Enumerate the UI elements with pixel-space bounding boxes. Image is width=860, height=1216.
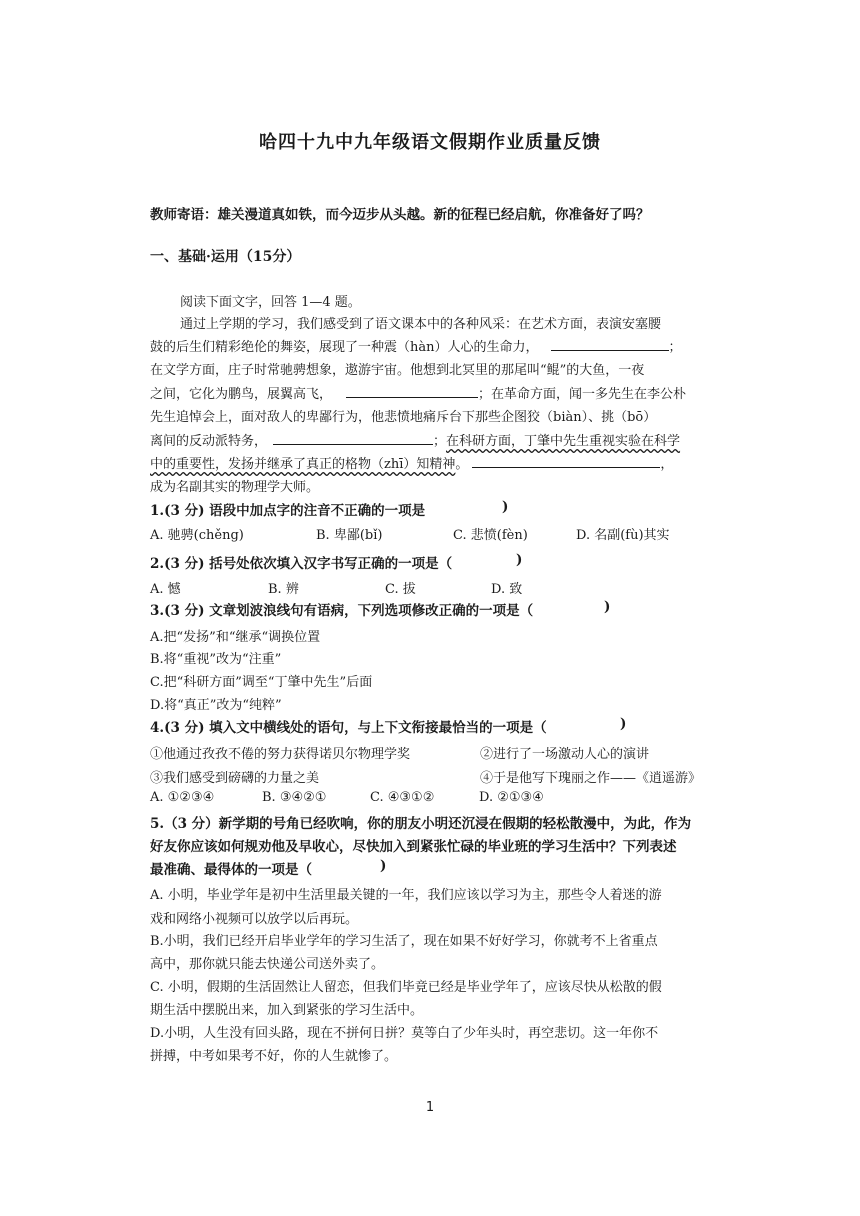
page-number: 1 <box>425 1100 435 1115</box>
passage-line: 成为名副其实的物理学大师。 <box>150 480 320 495</box>
q4-sentence-3: ③我们感受到磅礴的力量之美 <box>150 771 320 786</box>
question-3-stem: 3.(3 分) 文章划波浪线句有语病，下列选项修改正确的一项是（ <box>150 603 534 619</box>
q4-option-b[interactable]: B. ③④②① <box>262 790 327 805</box>
passage-text: 离间的反动派特务， <box>150 434 268 449</box>
passage-text: ； <box>668 340 682 355</box>
question-1-stem: 1.(3 分) 语段中加点字的注音不正确的一项是 <box>150 503 426 519</box>
option-line: A. 小明，毕业学年是初中生活里最关键的一年，我们应该以学习为主，那些令人着迷的游 <box>150 888 662 903</box>
passage-line: 先生追悼会上，面对敌人的卑鄙行为，他悲愤地痛斥台下那些企图狡（biàn）、挑（bō） <box>150 410 657 425</box>
passage-text: ， <box>660 457 674 472</box>
q4-sentence-4: ④于是他写下瑰丽之作——《逍遥游》 <box>480 771 702 786</box>
answer-paren[interactable]: ) <box>604 599 611 615</box>
page-title: 哈四十九中九年级语文假期作业质量反馈 <box>259 132 601 153</box>
passage-line <box>150 336 682 355</box>
passage-text: ；在革命方面，闻一多先生在李公朴 <box>478 387 687 402</box>
wavy-underlined-sentence: 在科研方面，丁肇中先生重视实验在科学 <box>446 434 681 449</box>
q4-option-d[interactable]: D. ②①③④ <box>479 790 544 805</box>
answer-paren[interactable]: ) <box>502 499 509 515</box>
question-5-stem: 好友你应该如何规劝他及早收心，尽快加入到紧张忙碌的毕业班的学习生活中？下列表述 <box>150 839 677 855</box>
q3-option-d[interactable]: D.将“真正”改为“纯粹” <box>150 698 282 713</box>
question-4-stem: 4.(3 分) 填入文中横线处的语句，与上下文衔接最恰当的一项是（ <box>150 720 547 736</box>
q1-option-b[interactable]: B. 卑鄙(bǐ) <box>316 528 383 543</box>
q1-option-d[interactable]: D. 名副(fù)其实 <box>576 528 670 543</box>
option-line: D.小明，人生没有回头路，现在不拼何日拼？莫等白了少年头时，再空悲切。这一年你不 <box>150 1026 659 1041</box>
q2-option-c[interactable]: C. 拔 <box>385 582 416 597</box>
passage-line <box>150 453 673 472</box>
q3-option-c[interactable]: C.把“科研方面”调至“丁肇中先生”后面 <box>150 675 373 690</box>
q4-sentence-2: ②进行了一场激动人心的演讲 <box>480 747 650 762</box>
option-line: 拼搏，中考如果考不好，你的人生就惨了。 <box>150 1049 398 1064</box>
passage-text: ； <box>433 434 447 449</box>
question-5-stem: 5.（3 分）新学期的号角已经吹响，你的朋友小明还沉浸在假期的轻松散漫中，为此，作为 <box>150 816 692 832</box>
passage-text: 。 <box>455 457 469 472</box>
option-line: 期生活中摆脱出来，加入到紧张的学习生活中。 <box>150 1003 424 1018</box>
answer-paren[interactable]: ) <box>620 716 627 732</box>
section-heading: 一、基础·运用（15分） <box>150 249 301 265</box>
q3-option-b[interactable]: B.将“重视”改为“注重” <box>150 652 282 667</box>
q2-option-b[interactable]: B. 辨 <box>268 582 299 597</box>
q2-option-d[interactable]: D. 致 <box>491 582 523 597</box>
q4-option-c[interactable]: C. ④③①② <box>370 790 435 805</box>
option-line: 戏和网络小视频可以放学以后再玩。 <box>150 912 359 927</box>
teacher-message: 教师寄语：雄关漫道真如铁，而今迈步从头越。新的征程已经启航，你准备好了吗？ <box>150 207 650 223</box>
passage-line: 在文学方面，庄子时常驰骋想象，遨游宇宙。他想到北冥里的那尾叫“鲲”的大鱼，一夜 <box>150 363 645 378</box>
q1-option-c[interactable]: C. 悲愤(fèn) <box>453 528 528 543</box>
q1-option-a[interactable]: A. 驰骋(chěng) <box>150 528 244 543</box>
answer-blank[interactable] <box>551 338 669 351</box>
answer-blank[interactable] <box>472 455 660 468</box>
question-5-stem: 最准确、最得体的一项是（ <box>150 862 312 878</box>
passage-text: 鼓的后生们精彩绝伦的舞姿，展现了一种震（hàn）人心的生命力， <box>150 340 539 355</box>
q4-option-a[interactable]: A. ①②③④ <box>150 790 215 805</box>
answer-paren[interactable]: ) <box>380 858 387 874</box>
q2-option-a[interactable]: A. 憾 <box>150 582 181 597</box>
passage-line <box>150 430 680 449</box>
passage-line: 通过上学期的学习，我们感受到了语文课本中的各种风采：在艺术方面，表演安塞腰 <box>180 317 662 332</box>
reading-instruction: 阅读下面文字，回答 1—4 题。 <box>180 295 361 310</box>
answer-blank[interactable] <box>346 385 478 398</box>
option-line: B.小明，我们已经开启毕业学年的学习生活了，现在如果不好好学习，你就考不上省重点 <box>150 934 658 949</box>
passage-text: 之间，它化为鹏鸟，展翼高飞， <box>150 387 333 402</box>
option-line: C. 小明，假期的生活固然让人留恋，但我们毕竟已经是毕业学年了，应该尽快从松散的假 <box>150 980 662 995</box>
option-line: 高中，那你就只能去快递公司送外卖了。 <box>150 957 385 972</box>
q3-option-a[interactable]: A.把“发扬”和“继承“调换位置 <box>150 630 321 645</box>
wavy-underlined-sentence: 中的重要性，发扬并继承了真正的格物（zhī）知精神 <box>150 457 456 472</box>
answer-paren[interactable]: ) <box>516 552 523 568</box>
passage-line <box>150 383 686 402</box>
answer-blank[interactable] <box>273 432 433 445</box>
question-2-stem: 2.(3 分) 括号处依次填入汉字书写正确的一项是（ <box>150 556 453 572</box>
q4-sentence-1: ①他通过孜孜不倦的努力获得诺贝尔物理学奖 <box>150 747 411 762</box>
